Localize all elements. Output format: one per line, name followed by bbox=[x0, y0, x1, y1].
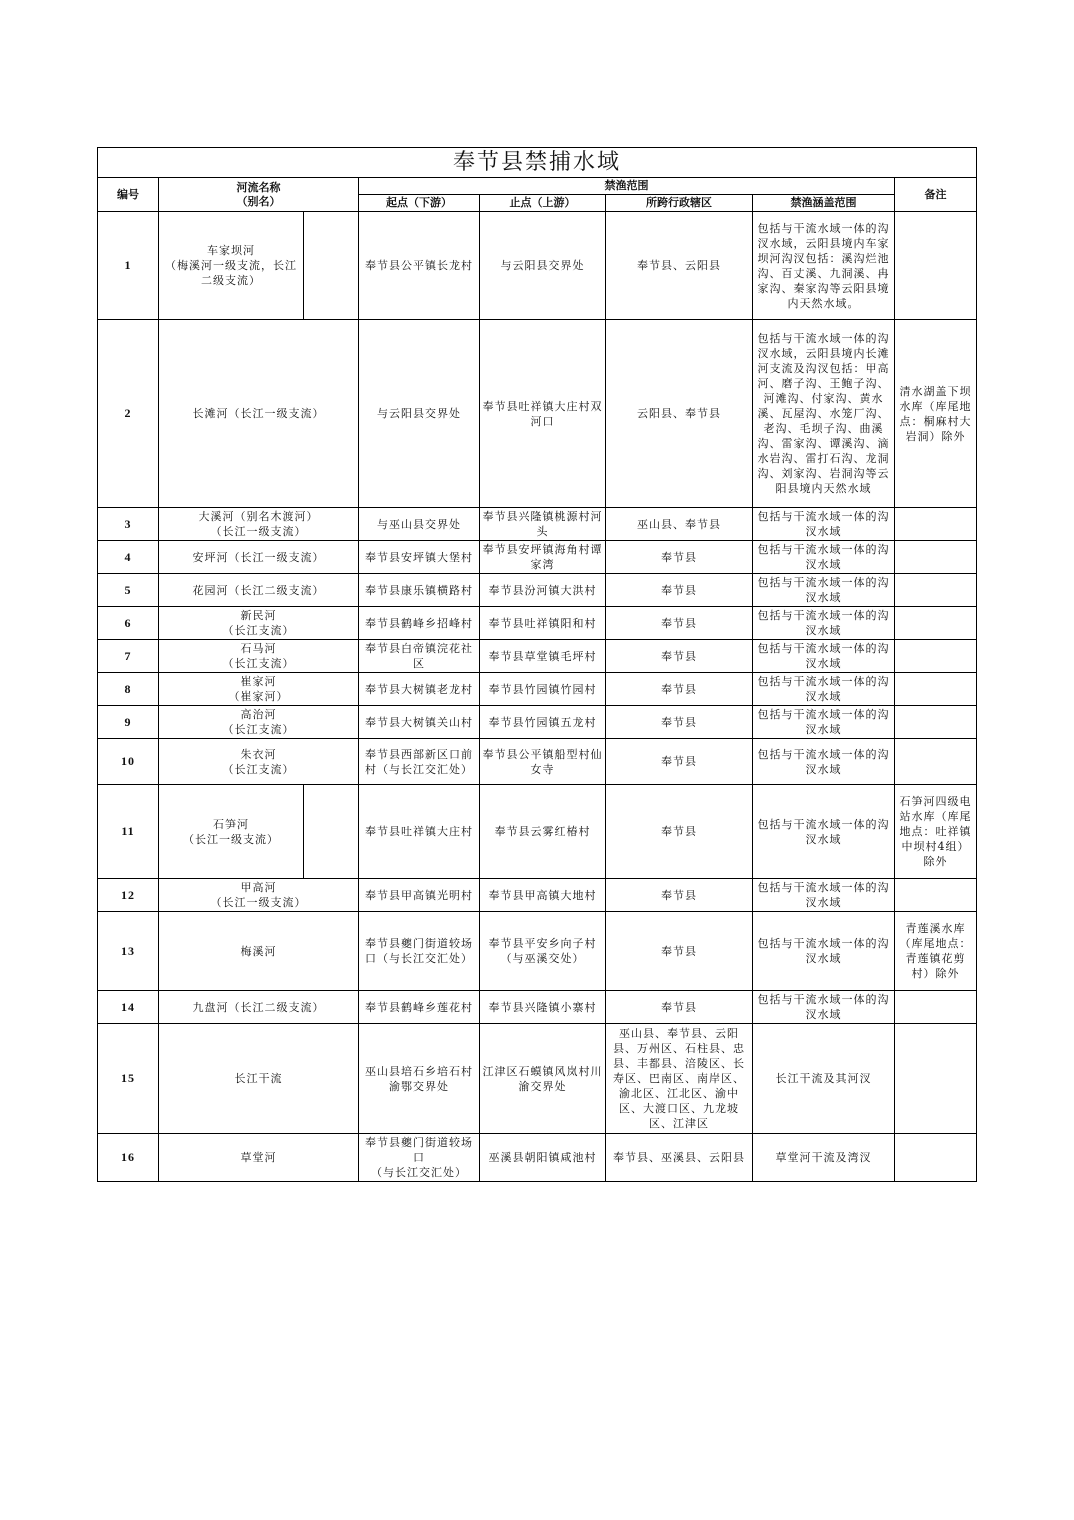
remark bbox=[895, 673, 977, 706]
river-name: 花园河（长江二级支流） bbox=[159, 574, 359, 607]
admin-region: 奉节县 bbox=[606, 706, 753, 739]
header-river-name-line2: （别名） bbox=[236, 194, 281, 208]
river-name: 石马河 （长江支流） bbox=[159, 640, 359, 673]
row-number: 9 bbox=[98, 706, 159, 739]
start-point: 奉节县康乐镇横路村 bbox=[359, 574, 480, 607]
river-name: 长江干流 bbox=[159, 1024, 359, 1134]
table-row bbox=[98, 739, 977, 785]
start-point: 奉节县大树镇关山村 bbox=[359, 706, 480, 739]
end-point: 奉节县甲高镇大地村 bbox=[480, 879, 606, 912]
table-row bbox=[98, 879, 977, 912]
river-name-blank bbox=[304, 785, 359, 879]
admin-region: 奉节县 bbox=[606, 879, 753, 912]
table-row bbox=[98, 508, 977, 541]
river-name-blank bbox=[304, 212, 359, 320]
row-number: 1 bbox=[98, 212, 159, 320]
start-point: 奉节县大树镇老龙村 bbox=[359, 673, 480, 706]
remark: 青莲溪水库（库尾地点：青莲镇花剪村）除外 bbox=[895, 912, 977, 991]
admin-region: 奉节县 bbox=[606, 574, 753, 607]
coverage-scope: 包括与干流水域一体的沟汊水域 bbox=[753, 879, 895, 912]
remark: 清水湖盖下坝水库（库尾地点：桐麻村大岩洞）除外 bbox=[895, 320, 977, 508]
remark bbox=[895, 541, 977, 574]
end-point: 奉节县汾河镇大洪村 bbox=[480, 574, 606, 607]
river-name: 朱衣河 （长江支流） bbox=[159, 739, 359, 785]
coverage-scope: 包括与干流水域一体的沟汊水域 bbox=[753, 785, 895, 879]
river-name: 甲高河 （长江一级支流） bbox=[159, 879, 359, 912]
end-point: 巫溪县朝阳镇咸池村 bbox=[480, 1134, 606, 1182]
row-number: 13 bbox=[98, 912, 159, 991]
remark bbox=[895, 739, 977, 785]
admin-region: 巫山县、奉节县 bbox=[606, 508, 753, 541]
end-point: 奉节县吐祥镇大庄村双河口 bbox=[480, 320, 606, 508]
start-point: 奉节县夔门街道较场口 （与长江交汇处） bbox=[359, 1134, 480, 1182]
start-point: 奉节县吐祥镇大庄村 bbox=[359, 785, 480, 879]
row-number: 15 bbox=[98, 1024, 159, 1134]
row-number: 5 bbox=[98, 574, 159, 607]
river-name: 崔家河 （崔家河） bbox=[159, 673, 359, 706]
start-point: 奉节县西部新区口前村（与长江交汇处） bbox=[359, 739, 480, 785]
row-number: 12 bbox=[98, 879, 159, 912]
admin-region: 奉节县 bbox=[606, 991, 753, 1024]
table-row bbox=[98, 706, 977, 739]
start-point: 与云阳县交界处 bbox=[359, 320, 480, 508]
river-name: 长滩河（长江一级支流） bbox=[159, 320, 359, 508]
river-name: 草堂河 bbox=[159, 1134, 359, 1182]
remark bbox=[895, 574, 977, 607]
start-point: 奉节县白帝镇浣花社区 bbox=[359, 640, 480, 673]
remark bbox=[895, 1134, 977, 1182]
end-point: 奉节县竹园镇竹园村 bbox=[480, 673, 606, 706]
remark bbox=[895, 1024, 977, 1134]
end-point: 与云阳县交界处 bbox=[480, 212, 606, 320]
row-number: 11 bbox=[98, 785, 159, 879]
coverage-scope: 包括与干流水域一体的沟汊水域 bbox=[753, 607, 895, 640]
river-name: 梅溪河 bbox=[159, 912, 359, 991]
end-point: 奉节县公平镇船型村仙女寺 bbox=[480, 739, 606, 785]
table-row bbox=[98, 991, 977, 1024]
remark bbox=[895, 879, 977, 912]
end-point: 奉节县兴隆镇小寨村 bbox=[480, 991, 606, 1024]
start-point: 巫山县培石乡培石村渝鄂交界处 bbox=[359, 1024, 480, 1134]
row-number: 10 bbox=[98, 739, 159, 785]
admin-region: 奉节县 bbox=[606, 785, 753, 879]
coverage-scope: 包括与干流水域一体的沟汊水域 bbox=[753, 640, 895, 673]
end-point: 奉节县平安乡向子村（与巫溪交处） bbox=[480, 912, 606, 991]
coverage-scope: 包括与干流水域一体的沟汊水域 bbox=[753, 991, 895, 1024]
table-row bbox=[98, 673, 977, 706]
row-number: 14 bbox=[98, 991, 159, 1024]
remark bbox=[895, 212, 977, 320]
header-coverage: 禁渔涵盖范围 bbox=[753, 195, 895, 212]
header-river-name-line1: 河流名称 bbox=[236, 180, 281, 194]
ban-table bbox=[97, 147, 977, 1182]
row-number: 3 bbox=[98, 508, 159, 541]
header-start: 起点（下游） bbox=[359, 195, 480, 212]
coverage-scope: 包括与干流水域一体的沟汊水域 bbox=[753, 574, 895, 607]
table-row bbox=[98, 212, 977, 320]
header-remarks: 备注 bbox=[895, 178, 977, 212]
table-row bbox=[98, 1024, 977, 1134]
admin-region: 奉节县 bbox=[606, 607, 753, 640]
remark bbox=[895, 508, 977, 541]
start-point: 奉节县夔门街道较场口（与长江交汇处） bbox=[359, 912, 480, 991]
row-number: 4 bbox=[98, 541, 159, 574]
coverage-scope: 包括与干流水域一体的沟汊水域 bbox=[753, 739, 895, 785]
remark: 石笋河四级电站水库（库尾地点：吐祥镇中坝村4组）除外 bbox=[895, 785, 977, 879]
coverage-scope: 包括与干流水域一体的沟汊水域 bbox=[753, 673, 895, 706]
coverage-scope: 包括与干流水域一体的沟汊水域，云阳县境内车家坝河沟汊包括：溪沟烂池沟、百丈溪、九洞溪、冉家沟、秦家沟等云阳县境内天然水域。 bbox=[753, 212, 895, 320]
start-point: 奉节县安坪镇大堡村 bbox=[359, 541, 480, 574]
river-name: 安坪河（长江一级支流） bbox=[159, 541, 359, 574]
river-name: 高治河 （长江支流） bbox=[159, 706, 359, 739]
header-admin: 所跨行政辖区 bbox=[606, 195, 753, 212]
end-point: 奉节县竹园镇五龙村 bbox=[480, 706, 606, 739]
remark bbox=[895, 706, 977, 739]
admin-region: 奉节县 bbox=[606, 673, 753, 706]
admin-region: 巫山县、奉节县、云阳县、万州区、石柱县、忠县、丰都县、涪陵区、长寿区、巴南区、南岸区、渝北区、江北区、渝中区、大渡口区、九龙坡区、江津区 bbox=[606, 1024, 753, 1134]
remark bbox=[895, 640, 977, 673]
coverage-scope: 包括与干流水域一体的沟汊水域 bbox=[753, 912, 895, 991]
remark bbox=[895, 991, 977, 1024]
coverage-scope: 包括与干流水域一体的沟汊水域 bbox=[753, 541, 895, 574]
table-row bbox=[98, 607, 977, 640]
admin-region: 奉节县、云阳县 bbox=[606, 212, 753, 320]
river-name: 大溪河（别名木渡河） （长江一级支流） bbox=[159, 508, 359, 541]
header-ban-range: 禁渔范围 bbox=[359, 178, 895, 195]
row-number: 8 bbox=[98, 673, 159, 706]
coverage-scope: 长江干流及其河汊 bbox=[753, 1024, 895, 1134]
table-row bbox=[98, 1134, 977, 1182]
start-point: 奉节县鹤峰乡莲花村 bbox=[359, 991, 480, 1024]
start-point: 奉节县甲高镇光明村 bbox=[359, 879, 480, 912]
header-end: 止点（上游） bbox=[480, 195, 606, 212]
admin-region: 奉节县 bbox=[606, 739, 753, 785]
admin-region: 奉节县 bbox=[606, 912, 753, 991]
admin-region: 奉节县 bbox=[606, 541, 753, 574]
coverage-scope: 包括与干流水域一体的沟汊水域，云阳县境内长滩河支流及沟汊包括：甲高河、磨子沟、王鲍子沟、河滩沟、付家沟、黄水溪、瓦屋沟、水笼厂沟、老沟、毛坝子沟、曲溪沟、雷家沟、谭溪沟、滴水岩沟、雷打石沟、龙洞沟、刘家沟、岩洞沟等云阳县境内天然水域 bbox=[753, 320, 895, 508]
start-point: 与巫山县交界处 bbox=[359, 508, 480, 541]
table-row bbox=[98, 574, 977, 607]
row-number: 16 bbox=[98, 1134, 159, 1182]
table-row bbox=[98, 785, 977, 879]
row-number: 6 bbox=[98, 607, 159, 640]
end-point: 奉节县安坪镇海角村谭家湾 bbox=[480, 541, 606, 574]
admin-region: 奉节县、巫溪县、云阳县 bbox=[606, 1134, 753, 1182]
coverage-scope: 包括与干流水域一体的沟汊水域 bbox=[753, 706, 895, 739]
end-point: 江津区石蟆镇风岚村川渝交界处 bbox=[480, 1024, 606, 1134]
table-body bbox=[98, 212, 977, 1182]
end-point: 奉节县吐祥镇阳和村 bbox=[480, 607, 606, 640]
coverage-scope: 包括与干流水域一体的沟汊水域 bbox=[753, 508, 895, 541]
admin-region: 云阳县、奉节县 bbox=[606, 320, 753, 508]
start-point: 奉节县鹤峰乡招峰村 bbox=[359, 607, 480, 640]
end-point: 奉节县云雾红椿村 bbox=[480, 785, 606, 879]
table-row bbox=[98, 640, 977, 673]
river-name: 九盘河（长江二级支流） bbox=[159, 991, 359, 1024]
table-title: 奉节县禁捕水域 bbox=[98, 148, 977, 178]
admin-region: 奉节县 bbox=[606, 640, 753, 673]
coverage-scope: 草堂河干流及湾汊 bbox=[753, 1134, 895, 1182]
remark bbox=[895, 607, 977, 640]
end-point: 奉节县草堂镇毛坪村 bbox=[480, 640, 606, 673]
table-row bbox=[98, 320, 977, 508]
end-point: 奉节县兴隆镇桃源村河头 bbox=[480, 508, 606, 541]
table-row bbox=[98, 912, 977, 991]
header-river-name bbox=[159, 178, 359, 212]
table-row bbox=[98, 541, 977, 574]
row-number: 2 bbox=[98, 320, 159, 508]
row-number: 7 bbox=[98, 640, 159, 673]
river-name: 新民河 （长江支流） bbox=[159, 607, 359, 640]
start-point: 奉节县公平镇长龙村 bbox=[359, 212, 480, 320]
river-name: 石笋河 （长江一级支流） bbox=[159, 785, 304, 879]
header-number: 编号 bbox=[98, 178, 159, 212]
river-name: 车家坝河 （梅溪河一级支流，长江二级支流） bbox=[159, 212, 304, 320]
